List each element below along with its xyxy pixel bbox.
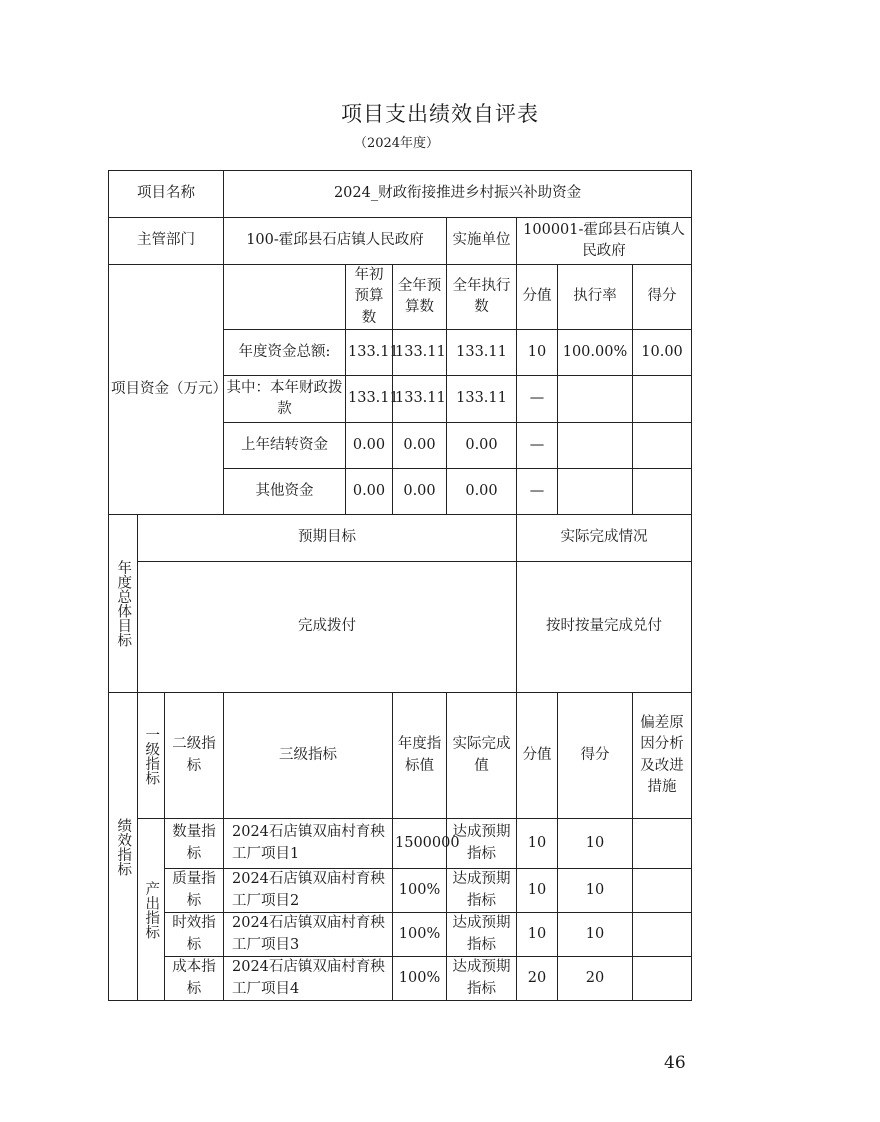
indicator-weight: 20 bbox=[517, 957, 558, 1001]
indicator-weight: 10 bbox=[517, 913, 558, 957]
indicator-header: 得分 bbox=[558, 693, 633, 819]
funds-header: 全年预算数 bbox=[393, 265, 447, 330]
dept-label: 主管部门 bbox=[109, 218, 224, 265]
fund-annual: 0.00 bbox=[393, 423, 447, 469]
funds-header: 得分 bbox=[633, 265, 692, 330]
fund-executed: 133.11 bbox=[447, 330, 517, 376]
project-name-label: 项目名称 bbox=[109, 171, 224, 218]
indicator-actual: 达成预期指标 bbox=[447, 957, 517, 1001]
fund-initial: 0.00 bbox=[346, 469, 393, 515]
indicator-weight: 10 bbox=[517, 819, 558, 869]
fund-executed: 0.00 bbox=[447, 469, 517, 515]
fund-name: 年度资金总额: bbox=[224, 330, 346, 376]
fund-score bbox=[633, 423, 692, 469]
fund-executed: 0.00 bbox=[447, 423, 517, 469]
indicator-header: 分值 bbox=[517, 693, 558, 819]
fund-score bbox=[633, 469, 692, 515]
indicator-row bbox=[109, 957, 692, 1001]
level1-indicator: 产出指标 bbox=[138, 819, 165, 1001]
document-subtitle: （2024年度） bbox=[353, 136, 440, 151]
goals-actual: 按时按量完成兑付 bbox=[517, 562, 692, 693]
indicators-label: 绩效指标 bbox=[109, 693, 138, 1001]
indicator-actual: 达成预期指标 bbox=[447, 819, 517, 869]
fund-weight: — bbox=[517, 469, 558, 515]
level2-indicator: 时效指标 bbox=[165, 913, 224, 957]
fund-weight: 10 bbox=[517, 330, 558, 376]
indicator-note bbox=[633, 957, 692, 1001]
impl-label: 实施单位 bbox=[447, 218, 517, 265]
goals-expected-label: 预期目标 bbox=[138, 515, 517, 562]
impl-value: 100001-霍邱县石店镇人民政府 bbox=[517, 218, 692, 265]
indicator-header: 偏差原因分析及改进措施 bbox=[633, 693, 692, 819]
level2-indicator: 质量指标 bbox=[165, 869, 224, 913]
indicator-note bbox=[633, 913, 692, 957]
indicator-target: 100% bbox=[393, 913, 447, 957]
level3-indicator: 2024石店镇双庙村育秧工厂项目1 bbox=[224, 819, 393, 869]
dept-value: 100-霍邱县石店镇人民政府 bbox=[224, 218, 447, 265]
fund-name: 其他资金 bbox=[224, 469, 346, 515]
fund-initial: 133.11 bbox=[346, 376, 393, 423]
evaluation-table bbox=[108, 170, 692, 1001]
indicator-score: 20 bbox=[558, 957, 633, 1001]
indicator-header: 三级指标 bbox=[224, 693, 393, 819]
fund-executed: 133.11 bbox=[447, 376, 517, 423]
goals-actual-label: 实际完成情况 bbox=[517, 515, 692, 562]
indicator-row bbox=[109, 819, 692, 869]
fund-weight: — bbox=[517, 376, 558, 423]
indicator-header: 年度指标值 bbox=[393, 693, 447, 819]
fund-annual: 133.11 bbox=[393, 376, 447, 423]
fund-rate: 100.00% bbox=[558, 330, 633, 376]
fund-initial: 0.00 bbox=[346, 423, 393, 469]
page-number: 46 bbox=[664, 1053, 686, 1073]
indicator-weight: 10 bbox=[517, 869, 558, 913]
funds-header: 年初预算数 bbox=[346, 265, 393, 330]
funds-header-blank bbox=[224, 265, 346, 330]
funds-header: 全年执行数 bbox=[447, 265, 517, 330]
indicator-row bbox=[109, 869, 692, 913]
indicator-target: 1500000 bbox=[393, 819, 447, 869]
goals-expected: 完成拨付 bbox=[138, 562, 517, 693]
document-title: 项目支出绩效自评表 bbox=[341, 102, 539, 126]
indicator-header: 二级指标 bbox=[165, 693, 224, 819]
fund-name: 其中：本年财政拨款 bbox=[224, 376, 346, 423]
indicator-target: 100% bbox=[393, 869, 447, 913]
indicator-score: 10 bbox=[558, 819, 633, 869]
indicator-score: 10 bbox=[558, 869, 633, 913]
fund-annual: 0.00 bbox=[393, 469, 447, 515]
indicator-note bbox=[633, 869, 692, 913]
fund-score: 10.00 bbox=[633, 330, 692, 376]
fund-weight: — bbox=[517, 423, 558, 469]
indicator-header: 实际完成值 bbox=[447, 693, 517, 819]
indicator-actual: 达成预期指标 bbox=[447, 869, 517, 913]
indicator-header: 一级指标 bbox=[138, 693, 165, 819]
level3-indicator: 2024石店镇双庙村育秧工厂项目4 bbox=[224, 957, 393, 1001]
level3-indicator: 2024石店镇双庙村育秧工厂项目2 bbox=[224, 869, 393, 913]
funds-header: 执行率 bbox=[558, 265, 633, 330]
fund-name: 上年结转资金 bbox=[224, 423, 346, 469]
project-name: 2024_财政衔接推进乡村振兴补助资金 bbox=[224, 171, 692, 218]
indicator-row bbox=[109, 913, 692, 957]
goals-label: 年度总体目标 bbox=[109, 515, 138, 693]
funds-header: 分值 bbox=[517, 265, 558, 330]
fund-score bbox=[633, 376, 692, 423]
funds-label: 项目资金（万元） bbox=[109, 265, 224, 515]
indicator-target: 100% bbox=[393, 957, 447, 1001]
fund-rate bbox=[558, 376, 633, 423]
fund-initial: 133.11 bbox=[346, 330, 393, 376]
level2-indicator: 数量指标 bbox=[165, 819, 224, 869]
fund-annual: 133.11 bbox=[393, 330, 447, 376]
fund-rate bbox=[558, 469, 633, 515]
level3-indicator: 2024石店镇双庙村育秧工厂项目3 bbox=[224, 913, 393, 957]
indicator-actual: 达成预期指标 bbox=[447, 913, 517, 957]
level2-indicator: 成本指标 bbox=[165, 957, 224, 1001]
fund-rate bbox=[558, 423, 633, 469]
indicator-score: 10 bbox=[558, 913, 633, 957]
indicator-note bbox=[633, 819, 692, 869]
